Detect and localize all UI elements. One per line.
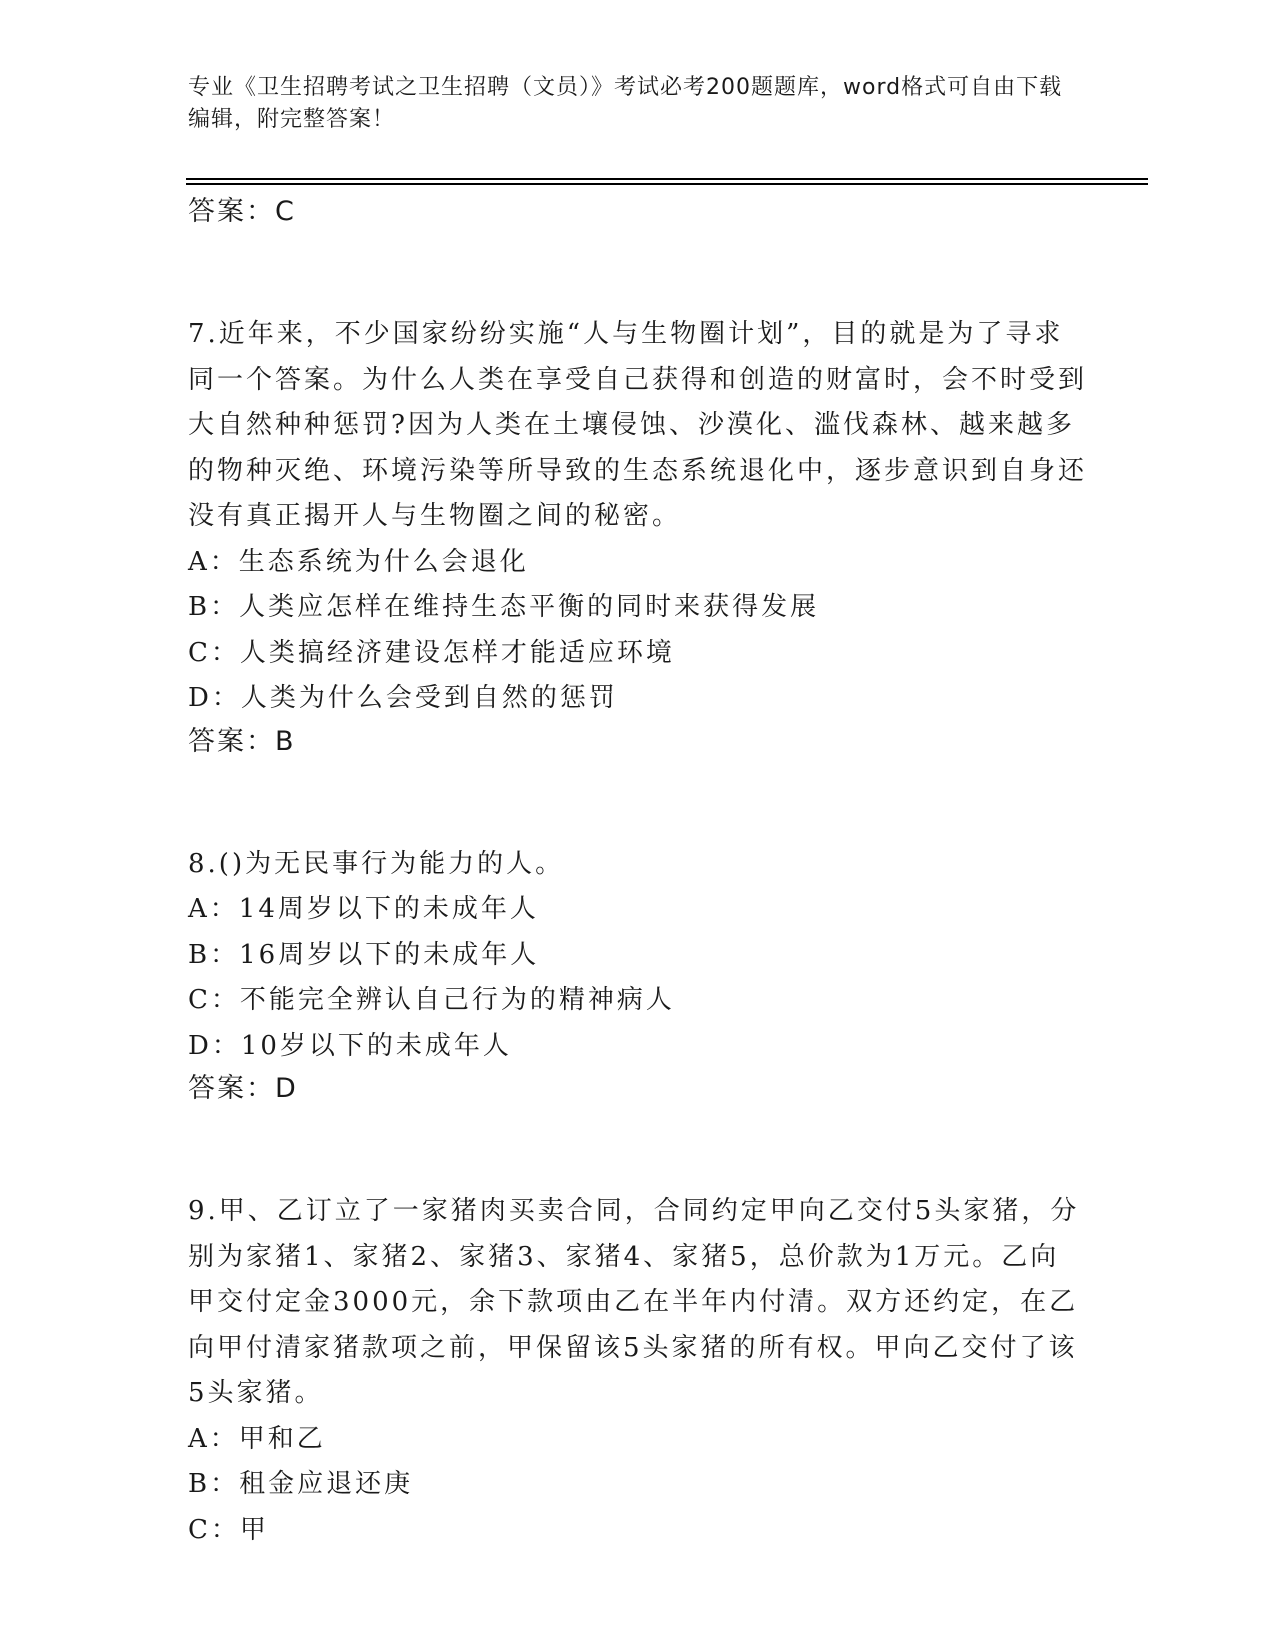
question-stem: 7.近年来，不少国家纷纷实施“人与生物圈计划”，目的就是为了寻求同一个答案。为什么人类在享受自己获得和创造的财富时，会不时受到大自然种种惩罚?因为人类在土壤侵蚀、沙漠化、滥伐森林、越来越多的物种灭绝、环境污染等所导致的生态系统退化中，逐步意识到自身还没有真正揭开人与生物圈之间的秘密。	[188, 319, 1088, 531]
question-7	[188, 312, 1088, 762]
spacer	[188, 762, 1088, 842]
option-b: B：16周岁以下的未成年人	[188, 939, 540, 970]
header-rule-bottom	[186, 183, 1148, 185]
answer-line: 答案：D	[188, 1073, 298, 1104]
option-c: C：人类搞经济建设怎样才能适应环境	[188, 637, 675, 668]
page-header	[188, 72, 1068, 136]
option-a: A：甲和乙	[188, 1423, 326, 1454]
option-d: D：10岁以下的未成年人	[188, 1030, 512, 1061]
spacer	[188, 1109, 1088, 1189]
option-b: B：租金应退还庚	[188, 1469, 414, 1499]
question-stem: 9.甲、乙订立了一家猪肉买卖合同，合同约定甲向乙交付5头家猪，分别为家猪1、家猪2、家猪3、家猪4、家猪5，总价款为1万元。乙向甲交付定金3000元，余下款项由乙在半年内付清。双方还约定，在乙向甲付清家猪款项之前，甲保留该5头家猪的所有权。甲向乙交付了该5头家猪。	[188, 1196, 1080, 1408]
question-stem: 8.()为无民事行为能力的人。	[188, 848, 565, 879]
header-text: 专业《卫生招聘考试之卫生招聘（文员）》考试必考200题题库，word格式可自由下载编辑，附完整答案！	[188, 75, 1063, 132]
spacer	[188, 232, 1088, 312]
option-a: A：生态系统为什么会退化	[188, 546, 529, 577]
option-a: A：14周岁以下的未成年人	[188, 894, 539, 924]
header-rule-top	[186, 178, 1148, 180]
document-body	[188, 192, 1088, 1553]
question-9	[188, 1189, 1088, 1553]
option-d: D：人类为什么会受到自然的惩罚	[188, 683, 618, 713]
question-8	[188, 842, 1088, 1110]
option-c: C：甲	[188, 1514, 269, 1545]
option-b: B：人类应怎样在维持生态平衡的同时来获得发展	[188, 592, 820, 622]
answer-line: 答案：C	[188, 196, 296, 227]
answer-line: 答案：B	[188, 725, 296, 757]
option-c: C：不能完全辨认自己行为的精神病人	[188, 985, 675, 1015]
